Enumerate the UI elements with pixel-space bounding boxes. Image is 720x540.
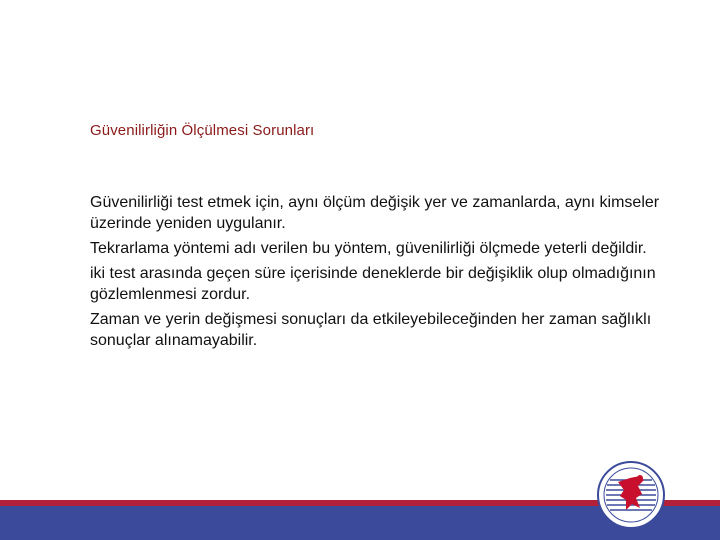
paragraph-3: iki test arasında geçen süre içerisinde deneklerde bir değişiklik olup olmadığının gözlemlenmesi zordur. xyxy=(90,265,656,303)
slide-body xyxy=(90,192,710,355)
slide-title: Güvenilirliğin Ölçülmesi Sorunları xyxy=(90,122,315,139)
paragraph-4: Zaman ve yerin değişmesi sonuçları da etkileyebileceğinden her zaman sağlıklı sonuçlar alınamayabilir. xyxy=(90,311,652,349)
paragraph-2: Tekrarlama yöntemi adı verilen bu yöntem, güvenilirliği ölçmede yeterli değildir. xyxy=(90,240,647,257)
paragraph-1: Güvenilirliği test etmek için, aynı ölçüm değişik yer ve zamanlarda, aynı kimseler üzerinde yeniden uygulanır. xyxy=(90,194,660,232)
university-seal-icon xyxy=(596,460,666,530)
